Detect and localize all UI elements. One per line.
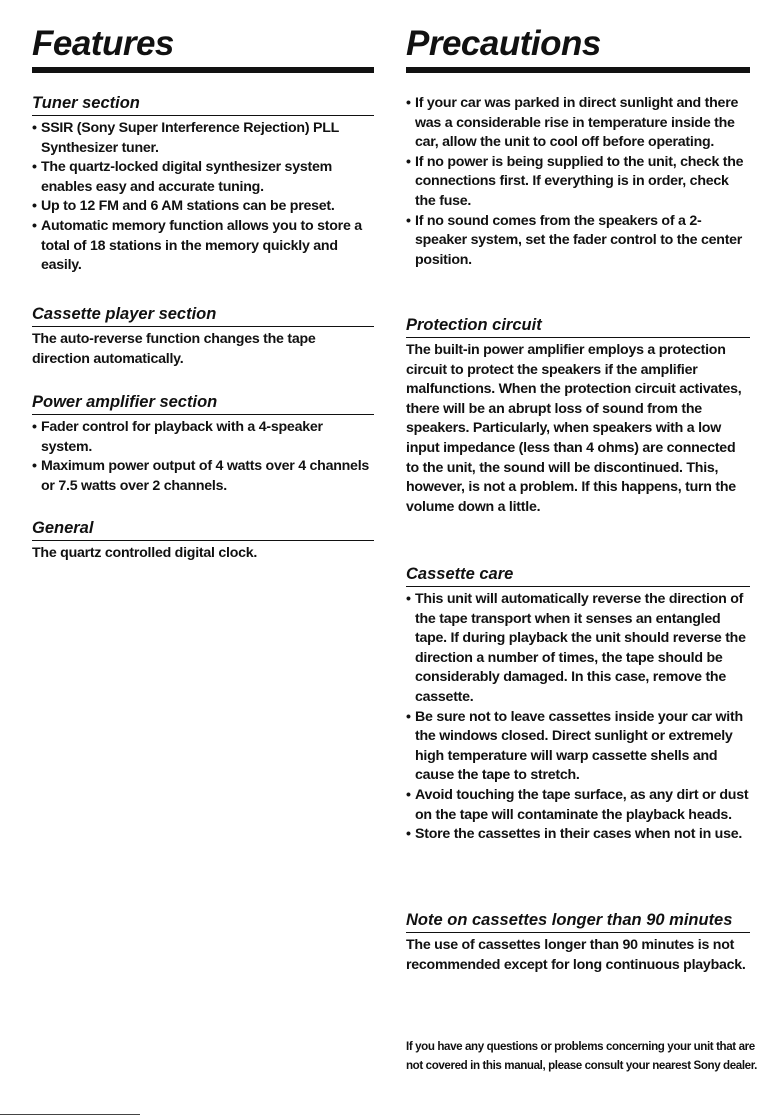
- protection-circuit-section: [406, 314, 750, 517]
- list-item: • This unit will automatically reverse the direction of the tape transport when it senses an entangled tape. If during playback the unit should reverse the direction a number of times, the tape should be considerably damaged. In this case, remove the cassette.: [406, 590, 750, 708]
- cassette-care-section: [406, 563, 750, 845]
- list-item: • If no power is being supplied to the unit, check the connections first. If everything is in order, check the fuse.: [406, 153, 750, 212]
- tuner-section: [32, 92, 374, 276]
- power-amplifier-heading: Power amplifier section: [32, 391, 374, 415]
- long-cassettes-heading: Note on cassettes longer than 90 minutes: [406, 909, 750, 933]
- general-heading: General: [32, 517, 374, 541]
- list-item: • Maximum power output of 4 watts over 4 channels or 7.5 watts over 2 channels.: [32, 457, 374, 496]
- features-title-bar: [32, 67, 374, 73]
- tuner-section-heading: Tuner section: [32, 92, 374, 116]
- cassette-player-heading: Cassette player section: [32, 303, 374, 327]
- list-item: • If no sound comes from the speakers of a 2-speaker system, set the fader control to the center position.: [406, 212, 750, 271]
- general-text: The quartz controlled digital clock.: [32, 545, 258, 561]
- list-item: • Avoid touching the tape surface, as any dirt or dust on the tape will contaminate the playback heads.: [406, 786, 750, 825]
- protection-circuit-heading: Protection circuit: [406, 314, 750, 338]
- cassette-player-text: The auto-reverse function changes the tape direction automatically.: [32, 331, 316, 367]
- list-item: • Be sure not to leave cassettes inside your car with the windows closed. Direct sunlight or extremely high temperature will warp cassette shells and cause the tape to stretch.: [406, 708, 750, 786]
- list-item: • Up to 12 FM and 6 AM stations can be preset.: [32, 197, 374, 217]
- long-cassettes-text: The use of cassettes longer than 90 minutes is not recommended except for long continuous playback.: [406, 937, 746, 973]
- general-section: [32, 517, 374, 564]
- power-amplifier-section: [32, 391, 374, 496]
- cassette-player-section: [32, 303, 374, 369]
- list-item: • If your car was parked in direct sunlight and there was a considerable rise in temperature inside the car, allow the unit to cool off before operating.: [406, 94, 750, 153]
- precautions-title: Precautions: [406, 24, 601, 63]
- list-item: • The quartz-locked digital synthesizer system enables easy and accurate tuning.: [32, 158, 374, 197]
- cassette-care-list: [406, 590, 750, 845]
- power-amplifier-list: [32, 418, 374, 496]
- long-cassettes-section: [406, 909, 750, 975]
- cassette-care-heading: Cassette care: [406, 563, 750, 587]
- list-item: • SSIR (Sony Super Interference Rejection) PLL Synthesizer tuner.: [32, 119, 374, 158]
- page-bottom-rule: [0, 1114, 140, 1116]
- precautions-title-bar: [406, 67, 750, 73]
- tuner-feature-list: [32, 119, 374, 276]
- footnote: If you have any questions or problems concerning your unit that are not covered in this manual, please consult your nearest Sony dealer.: [406, 1040, 758, 1072]
- features-title: Features: [32, 24, 174, 63]
- precautions-general: [406, 91, 750, 270]
- list-item: • Automatic memory function allows you to store a total of 18 stations in the memory quickly and easily.: [32, 217, 374, 276]
- list-item: • Fader control for playback with a 4-speaker system.: [32, 418, 374, 457]
- list-item: • Store the cassettes in their cases when not in use.: [406, 825, 750, 845]
- protection-circuit-text: The built-in power amplifier employs a protection circuit to protect the speakers if the amplifier malfunctions. When the protection circuit activates, there will be an abrupt loss of sound from the speakers. Particularly, when speakers with a low input impedance (less than 4 ohms) are connected to the unit, the sound will be discontinued. This, however, is not a problem. If this happens, turn the volume down a little.: [406, 342, 742, 515]
- precautions-list: [406, 94, 750, 270]
